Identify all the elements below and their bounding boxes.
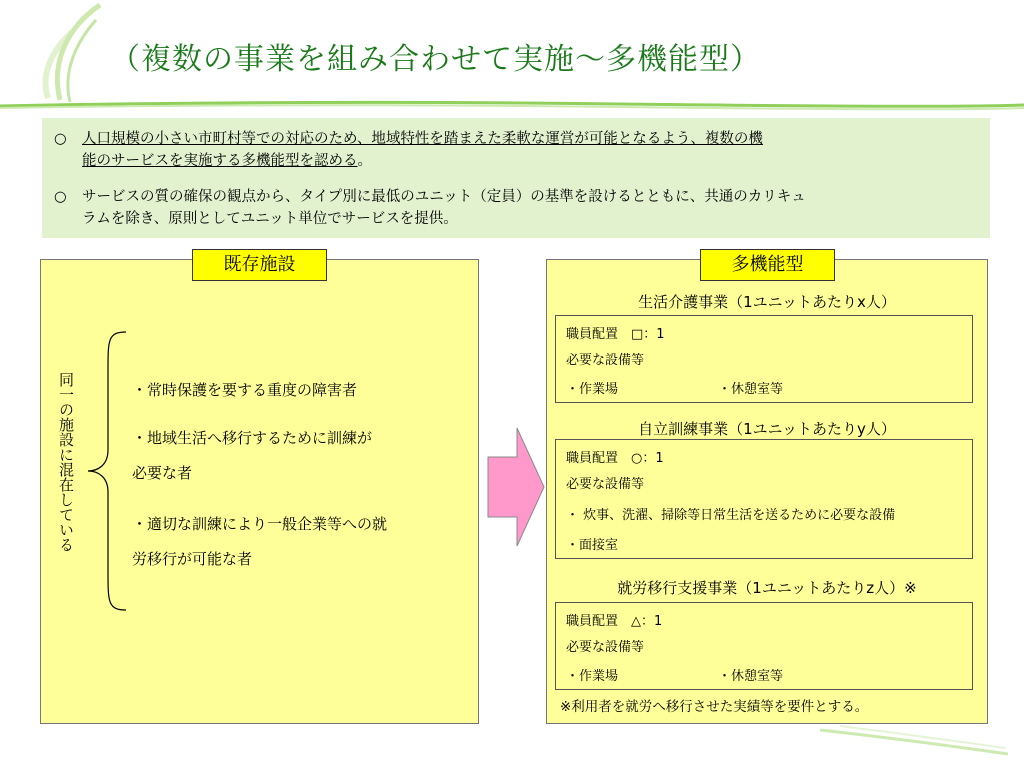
summary-bullet-1-cont: 能のサービスを実施する多機能型を認める。	[82, 153, 372, 169]
equipment-item: ・ 炊事、洗濯、掃除等日常生活を送るために必要な設備	[566, 508, 896, 523]
equipment-heading: 必要な設備等	[566, 640, 645, 655]
equipment-item: ・休憩室等	[718, 382, 784, 397]
multifunction-label: 多機能型	[700, 249, 835, 281]
equipment-item: ・面接室	[566, 538, 619, 553]
mixed-facility-vertical-text: 同一の施設に混在している	[57, 372, 75, 552]
circle-bullet-icon: ○	[54, 131, 67, 147]
summary-bullet-1: ○ 人口規模の小さい市町村等での対応のため、地域特性を踏まえた柔軟な運営が可能となるよう、複数の機	[54, 128, 763, 150]
summary-box	[42, 118, 990, 238]
equipment-heading: 必要な設備等	[566, 353, 645, 368]
page-title: （複数の事業を組み合わせて実施～多機能型）	[110, 42, 761, 77]
circle-bullet-icon: ○	[54, 189, 67, 205]
daily-care-box	[555, 315, 973, 403]
target-item-2: ・地域生活へ移行するために訓練が	[132, 429, 373, 447]
staff-ratio: 職員配置 ○：1	[566, 451, 664, 466]
right-block-arrow-icon	[487, 427, 545, 547]
target-item-3: ・適切な訓練により一般企業等への就	[132, 515, 388, 533]
green-leaf-swoosh-icon	[0, 0, 120, 110]
equipment-item: ・作業場	[566, 669, 619, 684]
staff-ratio: 職員配置 △：1	[566, 614, 663, 629]
section-title-employment-support: 就労移行支援事業（1ユニットあたりz人）※	[617, 579, 917, 597]
decorative-swoosh-icon	[820, 718, 1010, 758]
title-underline	[0, 98, 1024, 112]
left-curly-brace-icon	[86, 330, 130, 612]
section-title-daily-care: 生活介護事業（1ユニットあたりx人）	[638, 293, 896, 311]
target-item-2-cont: 必要な者	[132, 464, 193, 482]
target-item-3-cont: 労移行が可能な者	[132, 550, 253, 568]
employment-support-box	[555, 602, 973, 690]
equipment-heading: 必要な設備等	[566, 477, 645, 492]
equipment-item: ・作業場	[566, 382, 619, 397]
requirement-note: ※利用者を就労へ移行させた実績等を要件とする。	[560, 699, 869, 715]
summary-bullet-2-cont: ラムを除き、原則としてユニット単位でサービスを提供。	[82, 211, 458, 227]
staff-ratio: 職員配置 □：1	[566, 327, 665, 342]
existing-facility-label: 既存施設	[192, 249, 327, 281]
summary-bullet-2: ○ サービスの質の確保の観点から、タイプ別に最低のユニット（定員）の基準を設けるとともに、共通のカリキュ	[54, 186, 806, 208]
section-title-independence-training: 自立訓練事業（1ユニットあたりy人）	[638, 420, 896, 438]
equipment-item: ・休憩室等	[718, 669, 784, 684]
independence-training-box	[555, 439, 973, 559]
target-item-1: ・常時保護を要する重度の障害者	[132, 381, 358, 399]
